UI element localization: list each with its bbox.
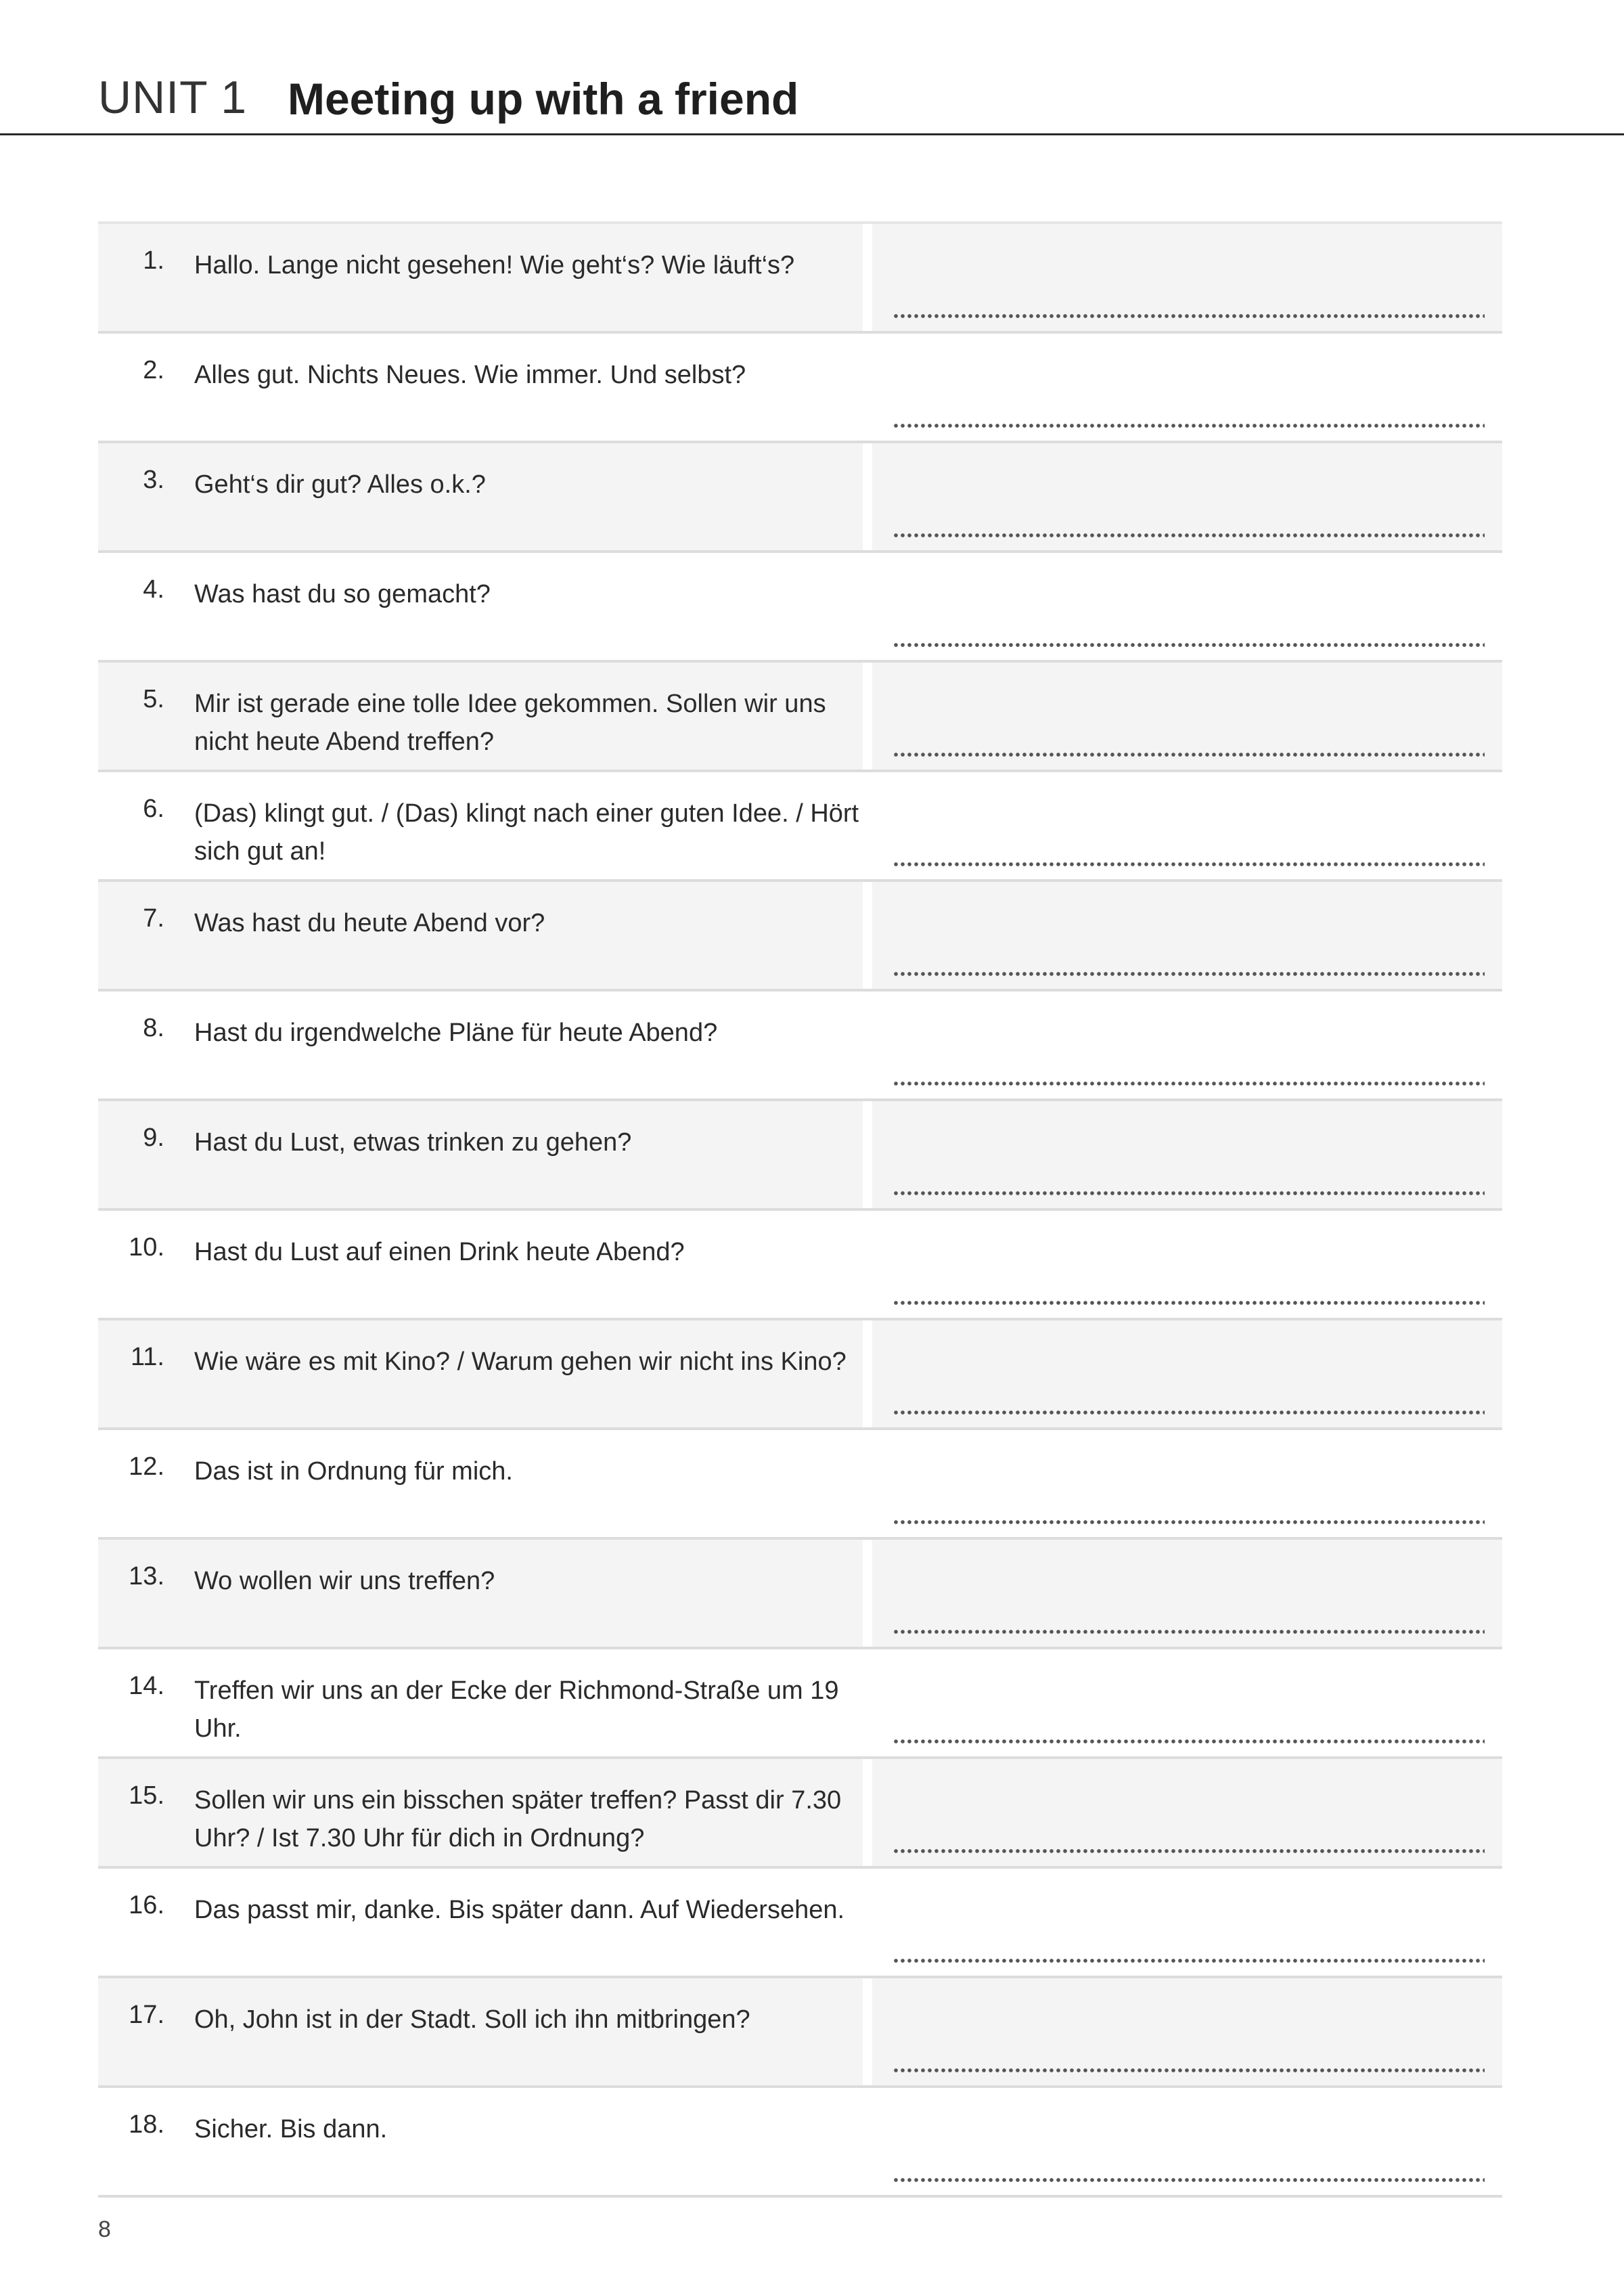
answer-dotted-line [893,1191,1485,1196]
answer-dotted-line [893,1739,1485,1744]
phrase-text: Was hast du so gemacht? [194,580,491,608]
answer-dotted-line [893,2177,1485,2183]
phrase-text: Wo wollen wir uns treffen? [194,1567,495,1595]
row-number: 1. [143,246,164,275]
answer-cell[interactable] [872,772,1502,879]
answer-cell[interactable] [872,224,1502,331]
answer-cell[interactable] [872,1978,1502,2085]
answer-dotted-line [893,1629,1485,1634]
table-row [98,1430,1502,1540]
phrase-text: Hast du irgendwelche Pläne für heute Abend? [194,1019,718,1047]
answer-cell[interactable] [872,334,1502,441]
phrase-cell [98,1430,863,1537]
row-number: 11. [130,1343,164,1371]
row-number: 14. [129,1672,164,1700]
phrase-text: Oh, John ist in der Stadt. Soll ich ihn mitbringen? [194,2005,750,2034]
phrase-text: Wie wäre es mit Kino? / Warum gehen wir nicht ins Kino? [194,1348,847,1376]
answer-cell[interactable] [872,1430,1502,1537]
row-number: 16. [129,1891,164,1919]
unit-title: Meeting up with a friend [288,74,799,124]
phrase-text: Treffen wir uns an der Ecke der Richmond-Straße um 19 Uhr. [194,1676,839,1743]
phrase-text: Das ist in Ordnung für mich. [194,1457,513,1486]
table-row [98,1540,1502,1649]
answer-cell[interactable] [872,1759,1502,1866]
phrase-cell [98,1978,863,2085]
answer-dotted-line [893,862,1485,867]
row-number: 4. [143,575,164,604]
phrase-cell [98,2088,863,2195]
phrase-cell [98,1869,863,1976]
phrase-text: Sollen wir uns ein bisschen später treffen? Passt dir 7.30 Uhr? / Ist 7.30 Uhr für dich in Ordnung? [194,1786,842,1852]
phrase-cell [98,663,863,770]
answer-dotted-line [893,533,1485,538]
table-row [98,1869,1502,1978]
row-number: 2. [143,356,164,384]
answer-cell[interactable] [872,1649,1502,1756]
phrase-cell [98,1101,863,1208]
phrase-text: Sicher. Bis dann. [194,2115,388,2143]
answer-cell[interactable] [872,663,1502,770]
phrase-text: Das passt mir, danke. Bis später dann. Auf Wiedersehen. [194,1896,845,1924]
answer-dotted-line [893,1410,1485,1415]
phrase-text: Geht‘s dir gut? Alles o.k.? [194,470,486,499]
phrase-cell [98,443,863,550]
phrase-text: Alles gut. Nichts Neues. Wie immer. Und selbst? [194,361,746,389]
answer-cell[interactable] [872,1320,1502,1427]
answer-dotted-line [893,1081,1485,1086]
row-number: 7. [143,904,164,933]
table-row [98,1101,1502,1211]
answer-dotted-line [893,1519,1485,1525]
page-number: 8 [98,2217,111,2242]
phrase-text: Hast du Lust auf einen Drink heute Abend? [194,1238,685,1266]
table-row [98,1759,1502,1869]
answer-cell[interactable] [872,1540,1502,1647]
row-number: 5. [143,685,164,713]
answer-dotted-line [893,423,1485,428]
phrase-cell [98,334,863,441]
row-number: 12. [129,1452,164,1481]
phrase-cell [98,772,863,879]
answer-dotted-line [893,1300,1485,1306]
table-row [98,2088,1502,2198]
table-row [98,1649,1502,1759]
row-number: 17. [129,2001,164,2029]
phrase-text: Mir ist gerade eine tolle Idee gekommen. Sollen wir uns nicht heute Abend treffen? [194,690,826,756]
phrase-cell [98,1649,863,1756]
table-row [98,443,1502,553]
phrase-text: Hallo. Lange nicht gesehen! Wie geht‘s? Wie läuft‘s? [194,251,795,280]
answer-dotted-line [893,1958,1485,1963]
table-row [98,1320,1502,1430]
phrase-cell [98,882,863,989]
phrase-cell [98,992,863,1098]
answer-cell[interactable] [872,882,1502,989]
phrase-cell [98,1759,863,1866]
phrase-cell [98,1540,863,1647]
table-row [98,334,1502,443]
answer-cell[interactable] [872,992,1502,1098]
answer-cell[interactable] [872,443,1502,550]
answer-dotted-line [893,642,1485,648]
answer-dotted-line [893,752,1485,757]
answer-cell[interactable] [872,1101,1502,1208]
row-number: 6. [143,795,164,823]
answer-cell[interactable] [872,1211,1502,1318]
page-header [0,0,1624,135]
unit-label: UNIT 1 [98,72,248,123]
table-row [98,882,1502,992]
answer-dotted-line [893,1848,1485,1854]
answer-cell[interactable] [872,553,1502,660]
phrase-table [98,221,1502,2198]
table-row [98,553,1502,663]
answer-cell[interactable] [872,2088,1502,2195]
phrase-text: Hast du Lust, etwas trinken zu gehen? [194,1128,632,1157]
row-number: 18. [129,2110,164,2139]
table-row [98,663,1502,772]
phrase-cell [98,1320,863,1427]
table-row [98,1211,1502,1320]
row-number: 10. [129,1233,164,1262]
row-number: 15. [129,1781,164,1810]
phrase-cell [98,224,863,331]
answer-dotted-line [893,971,1485,977]
phrase-cell [98,553,863,660]
row-number: 3. [143,466,164,494]
table-row [98,1978,1502,2088]
answer-cell[interactable] [872,1869,1502,1976]
table-row [98,224,1502,334]
phrase-text: Was hast du heute Abend vor? [194,909,545,937]
phrase-cell [98,1211,863,1318]
row-number: 13. [129,1562,164,1591]
answer-dotted-line [893,2068,1485,2073]
phrase-text: (Das) klingt gut. / (Das) klingt nach einer guten Idee. / Hört sich gut an! [194,799,859,866]
table-row [98,772,1502,882]
row-number: 9. [143,1124,164,1152]
row-number: 8. [143,1014,164,1042]
answer-dotted-line [893,313,1485,319]
table-row [98,992,1502,1101]
